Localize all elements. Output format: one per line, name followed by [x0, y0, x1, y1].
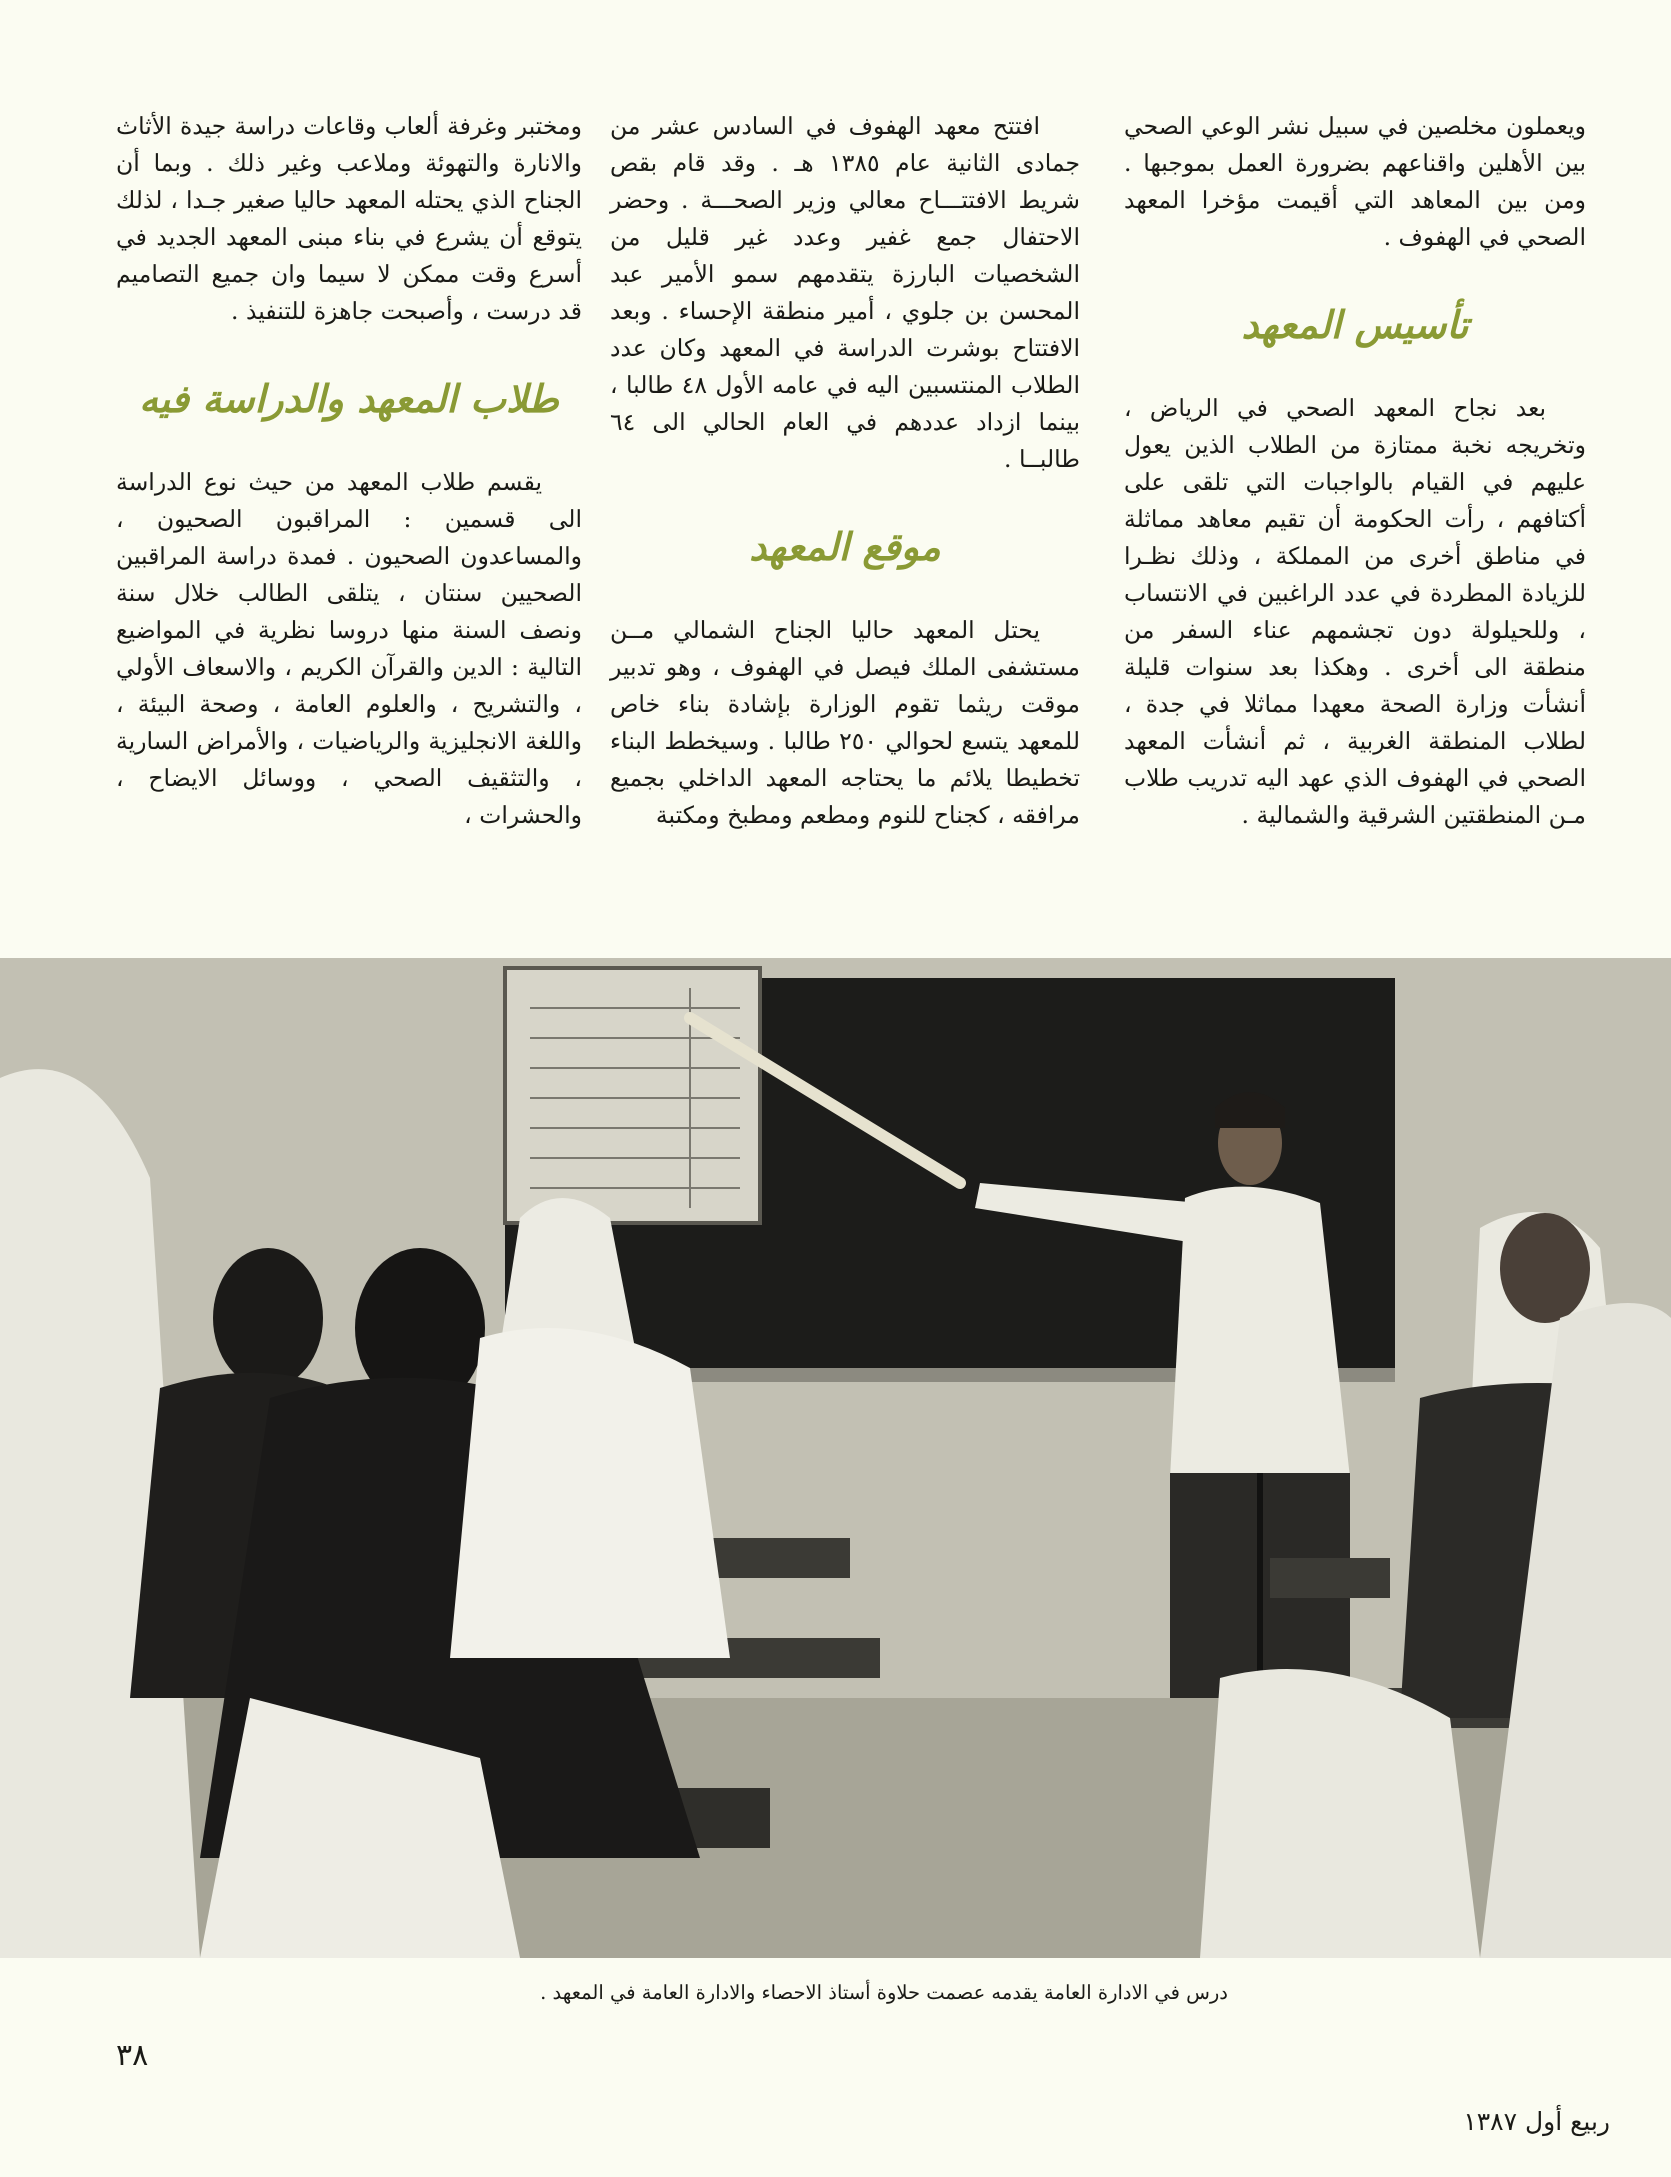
- column-middle-intro: افتتح معهد الهفوف في السادس عشر من جمادى الثانية عام ١٣٨٥ هـ . وقد قام بقص شريط الافتتـــاح معالي وزير الصحـــة . وحضر الاحتفال جمع غفير وعدد غير قليل من الشخصيات البارزة يتقدمهم سمو الأمير عبد المحسن بن جلوي ، أمير منطقة الإحساء . وبعد الافتتاح بوشرت الدراسة في المعهد وكان عدد الطلاب المنتسبين اليه في عامه الأول ٤٨ طالبا ، بينما ازداد عددهم في العام الحالي الى ٦٤ طالبــا .: [610, 112, 1080, 473]
- photo-caption: درس في الادارة العامة يقدمه عصمت حلاوة أستاذ الاحصاء والادارة العامة في المعهد .: [540, 1981, 1228, 2004]
- page-number: ٣٨: [116, 2038, 149, 2073]
- classroom-photo-illustration: [0, 958, 1671, 1958]
- column-right-body: بعد نجاح المعهد الصحي في الرياض ، وتخريجه نخبة ممتازة من الطلاب الذين يعول عليهم في القيام بالواجبات التي تلقى على أكتافهم ، رأت الحكومة أن تقيم معاهد مماثلة في مناطق أخرى من المملكة ، وذلك نظـرا للزيادة المطردة في عدد الراغبين في الانتساب ، وللحيلولة دون تجشمهم عناء السفر من منطقة الى أخرى . وهكذا بعد سنوات قليلة أنشأت وزارة الصحة معهدا مماثلا في جدة ، لطلاب المنطقة الغربية ، ثم أنشأت المعهد الصحي في الهفوف الذي عهد اليه تدريب طلاب مـن المنطقتين الشرقية والشمالية .: [1124, 394, 1586, 829]
- article-column-right: [1124, 108, 1586, 834]
- issue-date: ربيع أول ١٣٨٧: [1463, 2107, 1610, 2136]
- article-column-middle: [610, 108, 1080, 834]
- section-heading-students: طلاب المعهد والدراسة فيه: [139, 376, 559, 421]
- desk: [1270, 1558, 1390, 1598]
- section-heading-location: موقع المعهد: [749, 524, 941, 569]
- column-middle-body: يحتل المعهد حاليا الجناح الشمالي مــن مستشفى الملك فيصل في الهفوف ، وهو تدبير موقت ريثما تقوم الوزارة بإشادة بناء خاص للمعهد يتسع لحوالي ٢٥٠ طالبا . وسيخطط البناء تخطيطا يلائم ما يحتاجه المعهد الداخلي بجميع مرافقه ، كجناح للنوم ومطعم ومطبخ ومكتبة: [610, 616, 1080, 829]
- wall-chart: [505, 968, 760, 1223]
- column-left-body: يقسم طلاب المعهد من حيث نوع الدراسة الى قسمين : المراقبون الصحيون ، والمساعدون الصحيون . فمدة دراسة المراقبين الصحيين سنتان ، يتلقى الطالب خلال سنة ونصف السنة منها دروسا نظرية في المواضيع التالية : الدين والقرآن الكريم ، والاسعاف الأولي ، والتشريح ، والعلوم العامة ، وصحة البيئة ، واللغة الانجليزية والرياضيات ، والأمراض السارية ، والتثقيف الصحي ، ووسائل الايضاح ، والحشرات ،: [116, 468, 582, 829]
- column-left-intro: ومختبر وغرفة ألعاب وقاعات دراسة جيدة الأثاث والانارة والتهوئة وملاعب وغير ذلك . وبما أن الجناح الذي يحتله المعهد حاليا صغير جـدا ، لذلك يتوقع أن يشرع في بناء مبنى المعهد الجديد في أسرع وقت ممكن لا سيما وان جميع التصاميم قد درست ، وأصبحت جاهزة للتنفيذ .: [116, 112, 582, 325]
- section-heading-founding: تأسيس المعهد: [1241, 302, 1469, 347]
- classroom-photo: [0, 958, 1671, 1958]
- article-column-left: [116, 108, 582, 834]
- column-right-intro: ويعملون مخلصين في سبيل نشر الوعي الصحي بين الأهلين واقناعهم بضرورة العمل بموجبها . ومن بين المعاهد التي أقيمت مؤخرا المعهد الصحي في الهفوف .: [1124, 112, 1586, 251]
